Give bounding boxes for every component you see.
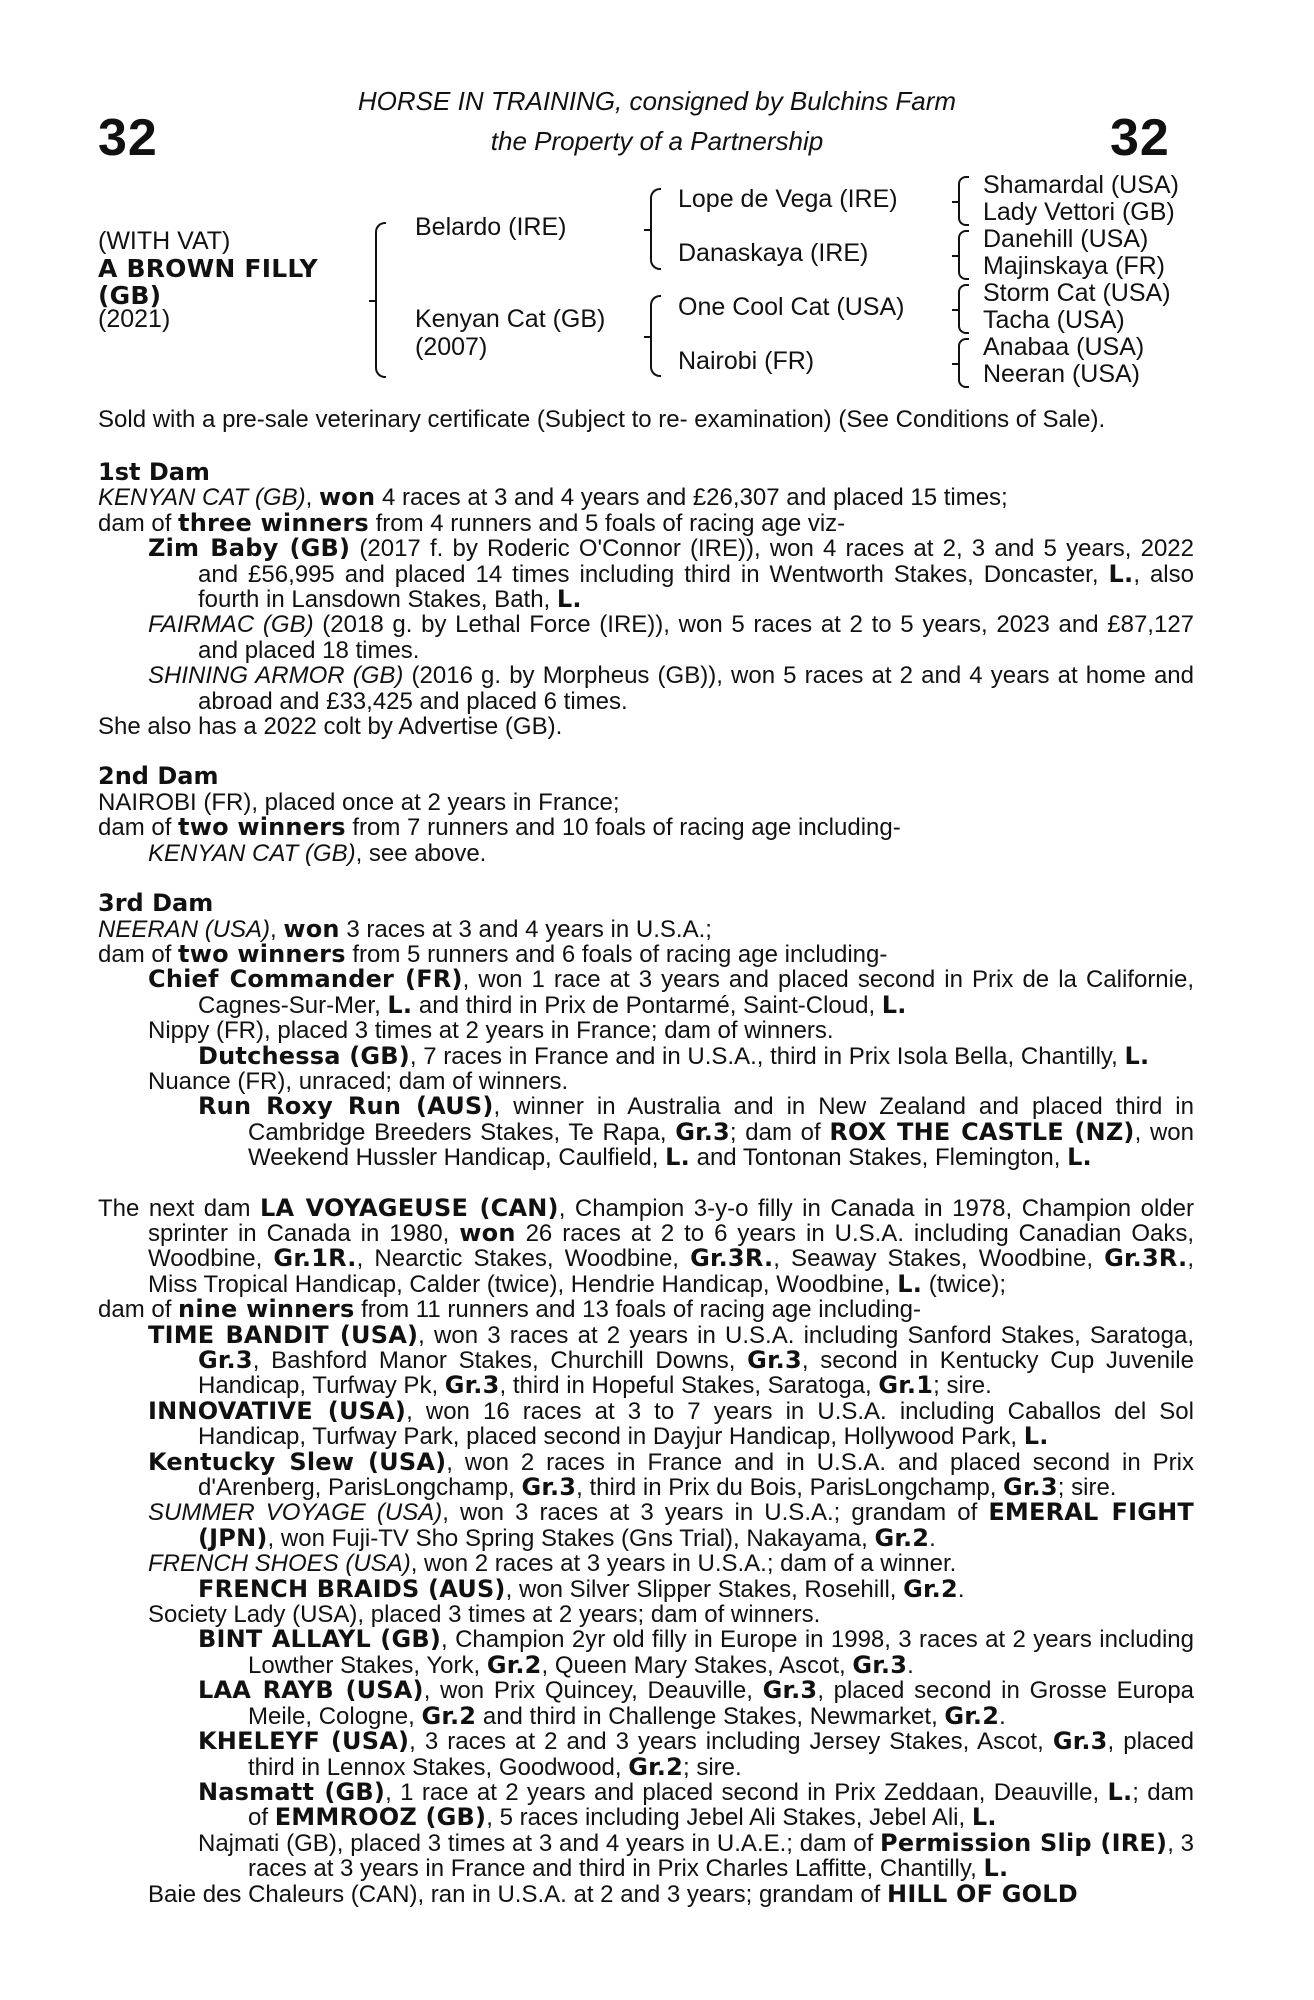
produce-nasmatt: Nasmatt (GB), 1 race at 2 years and placed second in Prix Zeddaan, Deauville, L.; dam of EMMROOZ (GB), 5 races including Jebel Ali Stakes, Jebel Ali, L. [198, 1777, 1194, 1832]
produce-innovative: INNOVATIVE (USA), won 16 races at 3 to 7 years in U.S.A. including Caballos del Sol Handicap, Turfway Park, placed second in Dayjur Handicap, Hollywood Park, L. [148, 1396, 1194, 1451]
produce-nippy: Nippy (FR), placed 3 times at 2 years in France; dam of winners. [148, 1017, 834, 1045]
produce-kheleyf: KHELEYF (USA), 3 races at 2 and 3 years including Jersey Stakes, Ascot, Gr.3, placed third in Lennox Stakes, Goodwood, Gr.2; sire. [198, 1727, 1194, 1781]
produce-zim-baby: Zim Baby (GB) (2017 f. by Roderic O'Connor (IRE)), won 4 races at 2, 3 and 5 years, 2022 and £56,995 and placed 14 times including third in Wentworth Stakes, Doncaster, L., also fourth in Lansdown Stakes, Bath, L. [148, 534, 1194, 614]
subject-name: A BROWN FILLY [98, 254, 318, 283]
header-line-2: the Property of a Partnership [490, 126, 824, 156]
third-dam-heading: 3rd Dam [98, 889, 214, 918]
second-dam-heading: 2nd Dam [98, 762, 219, 791]
sd-sire: Danehill (USA) [983, 225, 1149, 253]
second-dam-kenyan-cat: KENYAN CAT (GB), see above. [148, 839, 487, 867]
dam-sire: One Cool Cat (USA) [678, 293, 905, 321]
sd-dam: Majinskaya (FR) [983, 252, 1165, 280]
produce-nuance: Nuance (FR), unraced; dam of winners. [148, 1067, 569, 1095]
brace-gen1 [375, 222, 386, 378]
produce-time-bandit: TIME BANDIT (USA), won 3 races at 2 years in U.S.A. including Sanford Stakes, Saratoga, Gr.3, Bashford Manor Stakes, Churchill Downs, Gr.3, second in Kentucky Cup Juvenile Handicap, Turfway Pk, Gr.3, third in Hopeful Stakes, Saratoga, Gr.1; sire. [148, 1320, 1194, 1400]
produce-bint-allayl: BINT ALLAYL (GB), Champion 2yr old filly in Europe in 1998, 3 races at 2 years including Lowther Stakes, York, Gr.2, Queen Mary Stakes, Ascot, Gr.3. [198, 1625, 1194, 1679]
produce-fairmac: FAIRMAC (GB) (2018 g. by Lethal Force (IRE)), won 5 races at 2 to 5 years, 2023 and £87,127 and placed 18 times. [148, 611, 1195, 664]
catalogue-body [98, 460, 1194, 1907]
subject-year: (2021) [98, 305, 171, 333]
ds-sire: Storm Cat (USA) [983, 279, 1171, 307]
sale-note: Sold with a pre-sale veterinary certificate (Subject to re- examination) (See Conditions of Sale). [98, 406, 1106, 433]
third-dam-produce: dam of two winners from 5 runners and 6 foals of racing age including- [98, 939, 888, 968]
lot-number-right: 32 [1110, 109, 1170, 167]
brace-ss [958, 176, 969, 226]
first-dam-heading: 1st Dam [98, 458, 210, 486]
produce-french-braids: FRENCH BRAIDS (AUS), won Silver Slipper Stakes, Rosehill, Gr.2. [198, 1574, 965, 1603]
brace-sire [650, 188, 661, 270]
ds-dam: Tacha (USA) [983, 306, 1125, 334]
produce-najmati: Najmati (GB), placed 3 times at 3 and 4 years in U.A.E.; dam of Permission Slip (IRE), 3 races at 3 years in France and third in Prix Charles Laffitte, Chantilly, L. [198, 1828, 1194, 1883]
first-dam-produce: dam of three winners from 4 runners and 5 foals of racing age viz- [98, 508, 846, 537]
produce-dutchessa: Dutchessa (GB), 7 races in France and in U.S.A., third in Prix Isola Bella, Chantilly, L. [198, 1041, 1150, 1070]
produce-chief-commander: Chief Commander (FR), won 1 race at 3 years and placed second in Prix de la Californie, Cagnes-Sur-Mer, L. and third in Prix de Pontarmé, Saint-Cloud, L. [148, 965, 1194, 1019]
next-dam-line: The next dam LA VOYAGEUSE (CAN), Champion 3-y-o filly in Canada in 1978, Champion older sprinter in Canada in 1980, won 26 races at 2 to 6 years in U.S.A. including Canadian Oaks, Woodbine, Gr.1R., Nearctic Stakes, Woodbine, Gr.3R., Seaway Stakes, Woodbine, Gr.3R., Miss Tropical Handicap, Calder (twice), Hendrie Handicap, Woodbine, L. (twice); [98, 1193, 1195, 1298]
produce-french-shoes: FRENCH SHOES (USA), won 2 races at 3 years in U.S.A.; dam of a winner. [148, 1550, 957, 1578]
brace-dam [650, 295, 661, 377]
next-dam-produce: dam of nine winners from 11 runners and 13 foals of racing age including- [98, 1295, 922, 1324]
dd-dam: Neeran (USA) [983, 360, 1140, 388]
sire: Belardo (IRE) [415, 213, 567, 241]
ss-dam: Lady Vettori (GB) [983, 198, 1175, 226]
subject-origin: (GB) [98, 281, 162, 310]
first-dam-colt: She also has a 2022 colt by Advertise (GB). [98, 713, 563, 741]
lot-number-left: 32 [98, 109, 158, 167]
produce-society-lady: Society Lady (USA), placed 3 times at 2 years; dam of winners. [148, 1601, 821, 1629]
first-dam-line: KENYAN CAT (GB), won 4 races at 3 and 4 years and £26,307 and placed 15 times; [98, 483, 1008, 512]
brace-ds [958, 284, 969, 334]
dd-sire: Anabaa (USA) [983, 333, 1145, 361]
dam-year: (2007) [415, 333, 488, 361]
sire-dam: Danaskaya (IRE) [678, 239, 869, 267]
produce-kentucky-slew: Kentucky Slew (USA), won 2 races in France and in U.S.A. and placed second in Prix d'Arenberg, ParisLongchamp, Gr.3, third in Prix du Bois, ParisLongchamp, Gr.3; sire. [148, 1447, 1195, 1502]
produce-run-roxy-run: Run Roxy Run (AUS), winner in Australia and in New Zealand and placed third in Cambridge Breeders Stakes, Te Rapa, Gr.3; dam of ROX THE CASTLE (NZ), won Weekend Hussler Handicap, Caulfield, L. and Tontonan Stakes, Flemington, L. [198, 1092, 1194, 1172]
produce-shining-armor: SHINING ARMOR (GB) (2016 g. by Morpheus (GB)), won 5 races at 2 and 4 years at home and abroad and £33,425 and placed 6 times. [148, 662, 1194, 715]
dam-dam: Nairobi (FR) [678, 347, 815, 375]
second-dam-produce: dam of two winners from 7 runners and 10 foals of racing age including- [98, 813, 901, 842]
brace-sd [958, 230, 969, 280]
produce-summer-voyage: SUMMER VOYAGE (USA), won 3 races at 3 years in U.S.A.; grandam of EMERAL FIGHT (JPN), won Fuji-TV Sho Spring Stakes (Gns Trial), Nakayama, Gr.2. [148, 1498, 1194, 1552]
produce-laa-rayb: LAA RAYB (USA), won Prix Quincey, Deauville, Gr.3, placed second in Grosse Europa Meile, Cologne, Gr.2 and third in Challenge Stakes, Newmarket, Gr.2. [198, 1676, 1195, 1730]
third-dam-line: NEERAN (USA), won 3 races at 3 and 4 years in U.S.A.; [98, 914, 712, 943]
second-dam-line: NAIROBI (FR), placed once at 2 years in France; [98, 788, 620, 816]
brace-dd [958, 338, 969, 388]
dam: Kenyan Cat (GB) [415, 305, 606, 333]
header-line-1: HORSE IN TRAINING, consigned by Bulchins Farm [357, 86, 957, 116]
sire-sire: Lope de Vega (IRE) [678, 185, 898, 213]
produce-baie-des-chaleurs: Baie des Chaleurs (CAN), ran in U.S.A. at 2 and 3 years; grandam of HILL OF GOLD [148, 1879, 1078, 1908]
vat-label: (WITH VAT) [98, 227, 231, 255]
ss-sire: Shamardal (USA) [983, 171, 1179, 199]
